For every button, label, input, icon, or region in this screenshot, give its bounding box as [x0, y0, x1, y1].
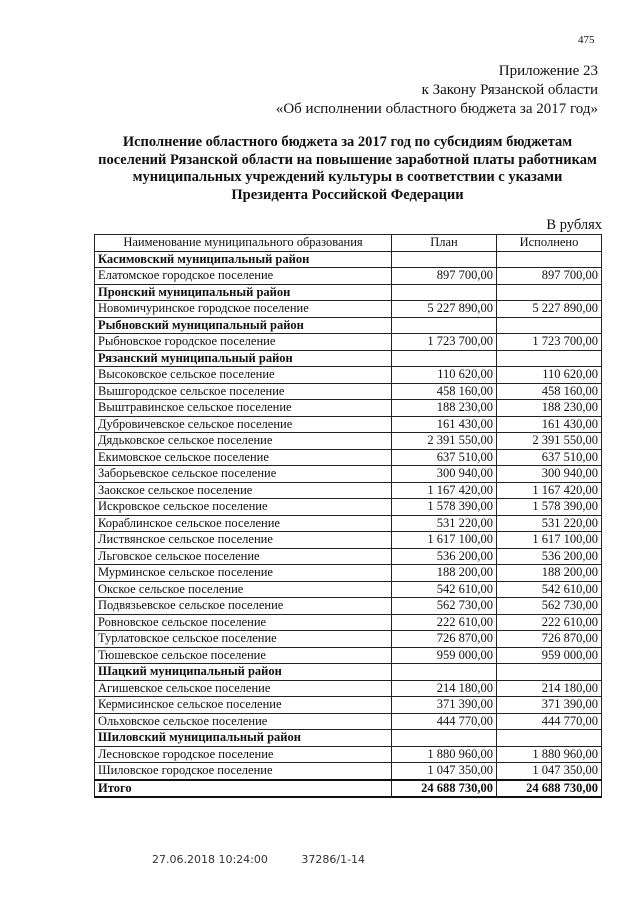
plan-value	[392, 730, 497, 747]
table-row	[95, 449, 602, 466]
plan-value	[392, 350, 497, 367]
plan-value: 1 047 350,00	[392, 763, 497, 780]
settlement-name: Высоковское сельское поселение	[95, 367, 392, 384]
table-row	[95, 334, 602, 351]
done-value	[497, 251, 602, 268]
table-row	[95, 416, 602, 433]
plan-value: 110 620,00	[392, 367, 497, 384]
settlement-name: Кермисинское сельское поселение	[95, 697, 392, 714]
plan-value: 222 610,00	[392, 614, 497, 631]
done-value: 1 617 100,00	[497, 532, 602, 549]
done-value: 110 620,00	[497, 367, 602, 384]
settlement-name: Кораблинское сельское поселение	[95, 515, 392, 532]
settlement-name: Подвязьевское сельское поселение	[95, 598, 392, 615]
plan-value: 536 200,00	[392, 548, 497, 565]
total-label: Итого	[95, 780, 392, 798]
table-row	[95, 713, 602, 730]
document-title: Исполнение областного бюджета за 2017 год по субсидиям бюджетам поселений Рязанской области на повышение заработной платы работникам муниципальных учреждений культуры в соответствии с указами Президента Российской Федерации	[98, 134, 597, 203]
settlement-name: Вышгородское сельское поселение	[95, 383, 392, 400]
table-row	[95, 482, 602, 499]
appendix-line-2: к Закону Рязанской области	[421, 82, 598, 98]
done-value: 5 227 890,00	[497, 301, 602, 318]
done-value	[497, 730, 602, 747]
plan-value: 1 880 960,00	[392, 746, 497, 763]
done-value: 1 880 960,00	[497, 746, 602, 763]
district-row	[95, 730, 602, 747]
settlement-name: Окское сельское поселение	[95, 581, 392, 598]
done-value	[497, 284, 602, 301]
table-row	[95, 697, 602, 714]
done-value: 726 870,00	[497, 631, 602, 648]
plan-value	[392, 317, 497, 334]
plan-value: 959 000,00	[392, 647, 497, 664]
unit-label: В рублях	[546, 217, 602, 233]
done-value: 222 610,00	[497, 614, 602, 631]
table-row	[95, 680, 602, 697]
plan-value: 161 430,00	[392, 416, 497, 433]
plan-value: 562 730,00	[392, 598, 497, 615]
footer	[152, 853, 395, 866]
header-done: Исполнено	[497, 235, 602, 252]
settlement-name: Шиловское городское поселение	[95, 763, 392, 780]
done-value: 897 700,00	[497, 268, 602, 285]
plan-value	[392, 284, 497, 301]
done-value: 637 510,00	[497, 449, 602, 466]
plan-value: 300 940,00	[392, 466, 497, 483]
settlement-name: Новомичуринское городское поселение	[95, 301, 392, 318]
done-value	[497, 317, 602, 334]
plan-value: 5 227 890,00	[392, 301, 497, 318]
done-value: 2 391 550,00	[497, 433, 602, 450]
done-value: 161 430,00	[497, 416, 602, 433]
plan-value	[392, 664, 497, 681]
plan-value: 2 391 550,00	[392, 433, 497, 450]
plan-value: 371 390,00	[392, 697, 497, 714]
total-plan: 24 688 730,00	[392, 780, 497, 798]
settlement-name: Лесновское городское поселение	[95, 746, 392, 763]
district-name: Шацкий муниципальный район	[95, 664, 392, 681]
total-done: 24 688 730,00	[497, 780, 602, 798]
appendix-line-3: «Об исполнении областного бюджета за 2017 год»	[275, 101, 598, 117]
plan-value: 1 723 700,00	[392, 334, 497, 351]
settlement-name: Искровское сельское поселение	[95, 499, 392, 516]
table-row	[95, 565, 602, 582]
settlement-name: Елатомское городское поселение	[95, 268, 392, 285]
done-value: 959 000,00	[497, 647, 602, 664]
table-row	[95, 400, 602, 417]
settlement-name: Заборьевское сельское поселение	[95, 466, 392, 483]
table-row	[95, 515, 602, 532]
settlement-name: Ольховское сельское поселение	[95, 713, 392, 730]
settlement-name: Льговское сельское поселение	[95, 548, 392, 565]
plan-value: 897 700,00	[392, 268, 497, 285]
table-row	[95, 433, 602, 450]
district-row	[95, 664, 602, 681]
table-row	[95, 581, 602, 598]
done-value	[497, 664, 602, 681]
done-value: 214 180,00	[497, 680, 602, 697]
table-row	[95, 383, 602, 400]
total-row	[95, 780, 602, 798]
settlement-name: Дубровичевское сельское поселение	[95, 416, 392, 433]
table-row	[95, 598, 602, 615]
settlement-name: Ровновское сельское поселение	[95, 614, 392, 631]
settlement-name: Агишевское сельское поселение	[95, 680, 392, 697]
plan-value: 1 617 100,00	[392, 532, 497, 549]
table-body	[95, 251, 602, 797]
table-row	[95, 548, 602, 565]
table-row	[95, 367, 602, 384]
district-name: Рыбновский муниципальный район	[95, 317, 392, 334]
table-row	[95, 268, 602, 285]
done-value: 1 723 700,00	[497, 334, 602, 351]
appendix-line-1: Приложение 23	[498, 63, 598, 79]
table-row	[95, 499, 602, 516]
plan-value: 637 510,00	[392, 449, 497, 466]
district-name: Шиловский муниципальный район	[95, 730, 392, 747]
table-row	[95, 763, 602, 780]
settlement-name: Рыбновское городское поселение	[95, 334, 392, 351]
done-value: 371 390,00	[497, 697, 602, 714]
plan-value: 531 220,00	[392, 515, 497, 532]
done-value: 542 610,00	[497, 581, 602, 598]
plan-value: 188 230,00	[392, 400, 497, 417]
footer-timestamp: 27.06.2018 10:24:00	[152, 853, 268, 866]
table-row	[95, 647, 602, 664]
plan-value	[392, 251, 497, 268]
district-row	[95, 284, 602, 301]
done-value: 1 167 420,00	[497, 482, 602, 499]
footer-doc-id: 37286/1-14	[301, 853, 366, 866]
district-name: Рязанский муниципальный район	[95, 350, 392, 367]
done-value: 536 200,00	[497, 548, 602, 565]
done-value: 562 730,00	[497, 598, 602, 615]
done-value	[497, 350, 602, 367]
table-row	[95, 614, 602, 631]
settlement-name: Выштравинское сельское поселение	[95, 400, 392, 417]
district-row	[95, 350, 602, 367]
table-row	[95, 532, 602, 549]
plan-value: 542 610,00	[392, 581, 497, 598]
done-value: 188 200,00	[497, 565, 602, 582]
page-number: 475	[578, 34, 595, 46]
done-value: 531 220,00	[497, 515, 602, 532]
table-row	[95, 746, 602, 763]
table-row	[95, 466, 602, 483]
settlement-name: Турлатовское сельское поселение	[95, 631, 392, 648]
settlement-name: Мурминское сельское поселение	[95, 565, 392, 582]
done-value: 1 578 390,00	[497, 499, 602, 516]
plan-value: 214 180,00	[392, 680, 497, 697]
plan-value: 726 870,00	[392, 631, 497, 648]
done-value: 300 940,00	[497, 466, 602, 483]
plan-value: 1 578 390,00	[392, 499, 497, 516]
settlement-name: Дядьковское сельское поселение	[95, 433, 392, 450]
settlement-name: Заокское сельское поселение	[95, 482, 392, 499]
header-name: Наименование муниципального образования	[95, 235, 392, 252]
done-value: 1 047 350,00	[497, 763, 602, 780]
budget-table	[94, 234, 602, 798]
plan-value: 444 770,00	[392, 713, 497, 730]
settlement-name: Екимовское сельское поселение	[95, 449, 392, 466]
table-header-row	[95, 235, 602, 252]
plan-value: 458 160,00	[392, 383, 497, 400]
done-value: 188 230,00	[497, 400, 602, 417]
plan-value: 1 167 420,00	[392, 482, 497, 499]
district-row	[95, 251, 602, 268]
appendix-heading	[276, 62, 598, 119]
done-value: 458 160,00	[497, 383, 602, 400]
done-value: 444 770,00	[497, 713, 602, 730]
settlement-name: Тюшевское сельское поселение	[95, 647, 392, 664]
table-row	[95, 301, 602, 318]
table-row	[95, 631, 602, 648]
header-plan: План	[392, 235, 497, 252]
district-row	[95, 317, 602, 334]
district-name: Пронский муниципальный район	[95, 284, 392, 301]
district-name: Касимовский муниципальный район	[95, 251, 392, 268]
plan-value: 188 200,00	[392, 565, 497, 582]
settlement-name: Листвянское сельское поселение	[95, 532, 392, 549]
